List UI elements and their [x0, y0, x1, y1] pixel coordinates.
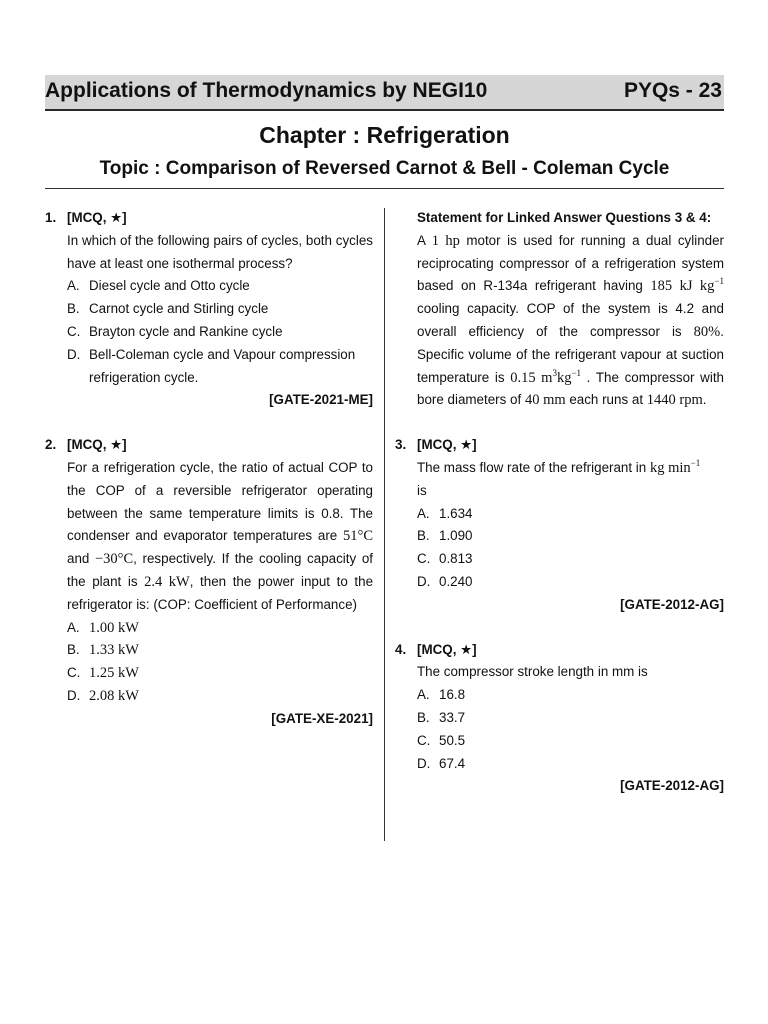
question-tag: [MCQ, ★]	[417, 641, 477, 657]
option-letter: C.	[417, 732, 431, 748]
option-text: 1.634	[439, 505, 473, 521]
option-a	[417, 503, 724, 526]
option-b	[67, 298, 373, 321]
capacity-value: 185 kJ kg	[650, 278, 715, 295]
source-tag: [GATE-2012-AG]	[620, 596, 724, 612]
condenser-temperature: 51°C	[343, 528, 373, 545]
left-column	[45, 207, 373, 731]
question-tag: [MCQ, ★]	[417, 437, 477, 453]
text-segment: The mass flow rate of the refrigerant in	[417, 459, 650, 475]
option-letter: A.	[417, 505, 430, 521]
text-segment: and	[67, 551, 95, 567]
book-title: Applications of Thermodynamics by NEGI10	[45, 79, 488, 102]
volume-unit: kg	[556, 369, 572, 386]
unit-exponent: 3	[552, 367, 557, 378]
question-4	[395, 639, 724, 799]
question-number: 3.	[395, 437, 407, 453]
bore-diameter: 40 mm	[524, 392, 566, 409]
compressor-speed: 1440 rpm	[646, 392, 703, 409]
volume-value: 0.15 m	[510, 369, 553, 386]
topic-divider	[45, 188, 724, 189]
evaporator-temperature: −30°C	[95, 551, 134, 568]
option-letter: D.	[417, 573, 431, 589]
option-b	[417, 525, 724, 548]
question-2	[45, 434, 373, 730]
option-text: 0.240	[439, 573, 473, 589]
option-a	[67, 275, 373, 298]
question-3	[395, 434, 724, 616]
text-segment: .	[702, 392, 707, 408]
text-segment: For a refrigeration cycle, the ratio of actual COP to the COP of a reversible refrigerator operating between the same temperature limits is 0.8. The condenser and evaporator temperatures are	[67, 459, 373, 544]
question-text	[67, 457, 373, 617]
option-letter: C.	[67, 665, 81, 681]
option-c	[67, 321, 373, 344]
question-text: In which of the following pairs of cycles, both cycles have at least one isothermal process?	[67, 232, 373, 271]
option-letter: B.	[67, 642, 80, 658]
compressor-efficiency: 80%	[693, 323, 721, 340]
text-segment: , respectively. If the cooling capacity of the plant is	[67, 551, 374, 589]
question-text: The compressor stroke length in mm is	[417, 664, 648, 680]
option-letter: D.	[417, 755, 431, 771]
option-letter: B.	[417, 528, 430, 544]
cooling-capacity	[650, 278, 724, 294]
option-b	[417, 707, 724, 730]
source-tag: [GATE-2012-AG]	[620, 778, 724, 794]
text-segment: A	[417, 232, 432, 248]
option-letter: A.	[67, 278, 80, 294]
option-text: Diesel cycle and Otto cycle	[89, 278, 250, 294]
option-text: Brayton cycle and Rankine cycle	[89, 323, 283, 339]
header-bar	[45, 75, 724, 111]
option-text: 67.4	[439, 755, 466, 771]
option-d	[67, 344, 373, 390]
motor-power: 1 hp	[431, 232, 460, 249]
pyq-page-label: PYQs - 23	[623, 79, 722, 102]
question-text-end: is	[417, 482, 427, 498]
option-c	[67, 662, 373, 685]
option-text: 1.090	[439, 528, 473, 544]
option-text: Bell-Coleman cycle and Vapour compression refrigeration cycle.	[89, 346, 356, 385]
question-tag: [MCQ, ★]	[67, 437, 127, 453]
option-d	[417, 571, 724, 594]
option-c	[417, 548, 724, 571]
option-d	[417, 753, 724, 776]
specific-volume	[510, 367, 582, 386]
option-letter: D.	[67, 687, 81, 703]
question-number: 2.	[45, 437, 57, 453]
mass-flow-unit	[650, 460, 700, 476]
option-text: Carnot cycle and Stirling cycle	[89, 301, 269, 317]
text-segment: each runs at	[565, 392, 647, 408]
text-segment: . Specific volume of the refrigerant vapour at suction temperature is	[417, 323, 724, 385]
linked-statement	[395, 207, 724, 412]
option-letter: A.	[417, 687, 430, 703]
source-tag: [GATE-2021-ME]	[269, 392, 373, 408]
question-number: 4.	[395, 641, 407, 657]
option-letter: C.	[67, 323, 81, 339]
option-letter: B.	[417, 709, 430, 725]
question-tag: [MCQ, ★]	[67, 210, 127, 225]
option-text: 33.7	[439, 709, 466, 725]
source-tag: [GATE-XE-2021]	[271, 710, 373, 726]
option-letter: B.	[67, 301, 80, 317]
option-letter: C.	[417, 551, 431, 567]
option-text: 1.33 kW	[89, 642, 139, 659]
option-text: 2.08 kW	[89, 687, 139, 704]
text-segment: cooling capacity. COP of the system is 4.2 and overall efficiency of the compressor is	[417, 301, 724, 339]
text-segment: , then the power input to the refrigerator is: (COP: Coefficient of Performance)	[67, 573, 374, 612]
options-list	[417, 503, 724, 594]
linked-heading: Statement for Linked Answer Questions 3 & 4:	[417, 210, 712, 225]
options-list	[67, 275, 373, 389]
unit-text: kg min	[649, 459, 691, 476]
text-segment: . The compressor with bore diameters of	[417, 369, 724, 408]
cooling-capacity: 2.4 kW	[144, 573, 190, 590]
topic-title: Topic : Comparison of Reversed Carnot & Bell - Coleman Cycle	[99, 158, 670, 179]
option-text: 16.8	[439, 687, 466, 703]
option-text: 1.25 kW	[89, 665, 139, 682]
option-letter: D.	[67, 346, 81, 362]
unit-exponent: −1	[714, 276, 724, 287]
option-c	[417, 730, 724, 753]
option-letter: A.	[67, 619, 80, 635]
column-divider	[384, 208, 385, 841]
options-list	[67, 617, 373, 708]
unit-exponent: −1	[571, 367, 582, 378]
options-list	[417, 684, 724, 775]
unit-exponent: −1	[690, 458, 701, 469]
chapter-title: Chapter : Refrigeration	[259, 122, 510, 148]
text-segment: motor is used for running a dual cylinder reciprocating compressor of a refrigeration system based on R-134a refrigerant having	[417, 232, 724, 294]
question-1	[45, 207, 373, 412]
option-text: 50.5	[439, 732, 466, 748]
option-text: 1.00 kW	[89, 619, 139, 636]
question-number: 1.	[45, 210, 57, 225]
right-column	[395, 207, 724, 798]
option-b	[67, 639, 373, 662]
option-a	[417, 684, 724, 707]
option-a	[67, 617, 373, 640]
option-text: 0.813	[439, 551, 473, 567]
linked-text	[395, 230, 724, 412]
option-d	[67, 685, 373, 708]
question-text	[417, 457, 724, 480]
